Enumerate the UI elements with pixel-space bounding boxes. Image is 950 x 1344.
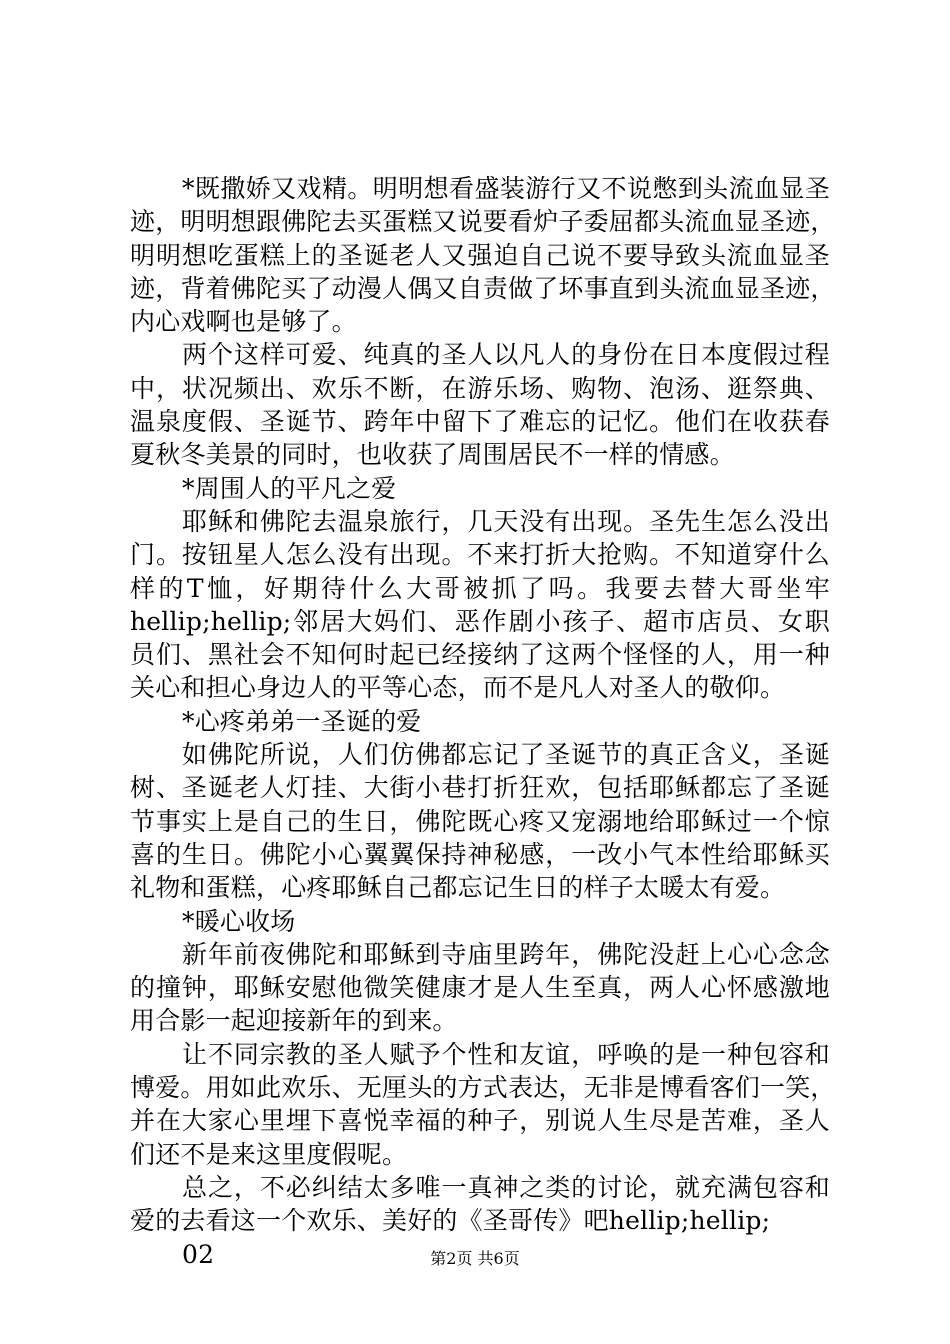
text-line: 树、圣诞老人灯挂、大街小巷打折狂欢，包括耶稣都忘了圣诞: [130, 773, 830, 803]
text-line: 中，状况频出、欢乐不断，在游乐场、购物、泡汤、逛祭典、: [130, 373, 830, 403]
text-line: 02: [182, 1239, 215, 1269]
paragraph: [130, 472, 830, 505]
page-footer: 第2页 共6页: [430, 1249, 520, 1268]
text-line: 迹，明明想跟佛陀去买蛋糕又说要看炉子委屈都头流血显圣迹，: [130, 207, 836, 237]
paragraph: [130, 738, 830, 904]
text-line: 新年前夜佛陀和耶稣到寺庙里跨年，佛陀没赶上心心念念: [182, 939, 830, 969]
text-line: *心疼弟弟一圣诞的爱: [182, 706, 422, 736]
text-line: 爱的去看这一个欢乐、美好的《圣哥传》吧hellip;hellip;: [130, 1206, 771, 1236]
text-line: 用合影一起迎接新年的到来。: [130, 1006, 458, 1036]
paragraph: [130, 505, 830, 705]
text-line: 夏秋冬美景的同时，也收获了周围居民不一样的情感。: [130, 440, 735, 470]
text-line: 喜的生日。佛陀小心翼翼保持神秘感，一改小气本性给耶稣买: [130, 839, 830, 869]
text-line: *周围人的平凡之爱: [182, 473, 397, 503]
text-line: 节事实上是自己的生日，佛陀既心疼又宠溺地给耶稣过一个惊: [130, 806, 830, 836]
paragraph: [130, 1171, 830, 1238]
text-line: 明明想吃蛋糕上的圣诞老人又强迫自己说不要导致头流血显圣: [130, 240, 830, 270]
paragraph: [130, 338, 830, 471]
text-line: 门。按钮星人怎么没有出现。不来打折大抢购。不知道穿什么: [130, 540, 830, 570]
paragraph: [130, 705, 830, 738]
text-line: 关心和担心身边人的平等心态，而不是凡人对圣人的敬仰。: [130, 673, 786, 703]
text-line: 迹，背着佛陀买了动漫人偶又自责做了坏事直到头流血显圣迹，: [130, 273, 836, 303]
text-line: 样的T恤，好期待什么大哥被抓了吗。我要去替大哥坐牢: [130, 573, 830, 603]
text-line: hellip;hellip;邻居大妈们、恶作剧小孩子、超市店员、女职: [130, 606, 830, 636]
text-line: 并在大家心里埋下喜悦幸福的种子，别说人生尽是苦难，圣人: [130, 1106, 830, 1136]
text-line: 耶稣和佛陀去温泉旅行，几天没有出现。圣先生怎么没出: [182, 506, 830, 536]
paragraph: [130, 905, 830, 938]
text-line: 如佛陀所说，人们仿佛都忘记了圣诞节的真正含义，圣诞: [182, 740, 830, 770]
document-body: [130, 172, 836, 1271]
text-line: *既撒娇又戏精。明明想看盛装游行又不说憋到头流血显圣: [182, 174, 830, 203]
text-line: 两个这样可爱、纯真的圣人以凡人的身份在日本度假过程: [182, 340, 830, 370]
paragraph: [130, 1038, 836, 1171]
paragraph: [130, 938, 830, 1038]
text-line: *暖心收场: [182, 906, 296, 936]
text-line: 温泉度假、圣诞节、跨年中留下了难忘的记忆。他们在收获春: [130, 407, 830, 437]
text-line: 内心戏啊也是够了。: [130, 307, 357, 337]
text-line: 礼物和蛋糕，心疼耶稣自己都忘记生日的样子太暖太有爱。: [130, 873, 786, 903]
text-line: 们还不是来这里度假呢。: [130, 1139, 408, 1169]
text-line: 博爱。用如此欢乐、无厘头的方式表达，无非是博看客们一笑，: [130, 1073, 836, 1103]
text-line: 的撞钟，耶稣安慰他微笑健康才是人生至真，两人心怀感激地: [130, 973, 830, 1003]
text-line: 总之，不必纠结太多唯一真神之类的讨论，就充满包容和: [182, 1172, 830, 1202]
text-line: 让不同宗教的圣人赋予个性和友谊，呼唤的是一种包容和: [182, 1039, 830, 1069]
paragraph: [130, 172, 836, 338]
text-line: 员们、黑社会不知何时起已经接纳了这两个怪怪的人，用一种: [130, 640, 830, 670]
